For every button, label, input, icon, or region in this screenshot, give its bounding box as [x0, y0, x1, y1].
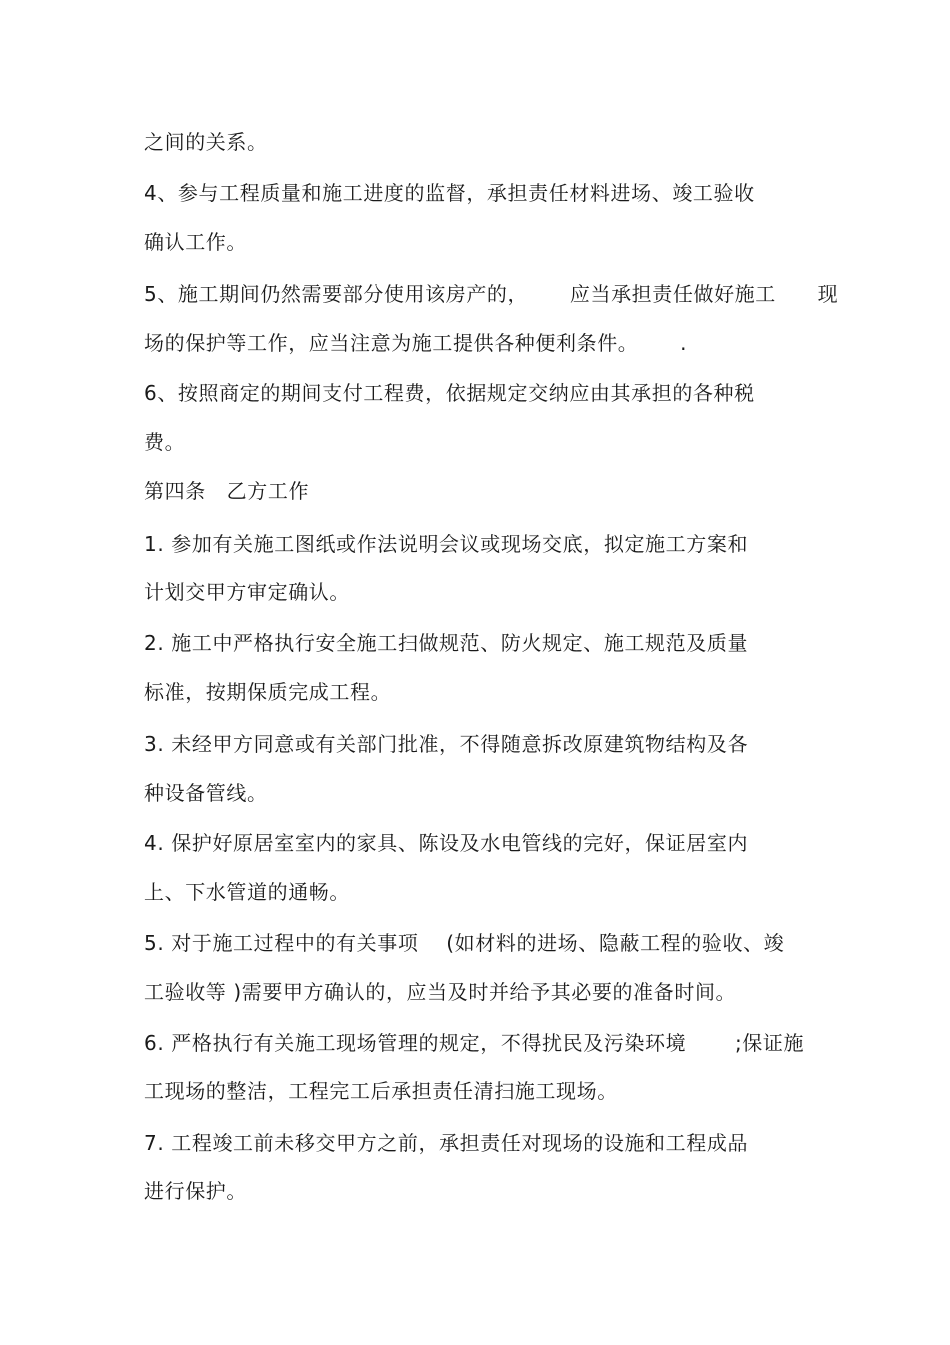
text-line: 确认工作。	[144, 230, 247, 254]
text-line: 费。	[144, 430, 186, 454]
text-line: 5、施工期间仍然需要部分使用该房产的， 应当承担责任做好施工 现	[144, 282, 839, 306]
text-line: 进行保护。	[144, 1179, 247, 1203]
text-line: 工现场的整洁，工程完工后承担责任清扫施工现场。	[144, 1079, 618, 1103]
text-line: 7. 工程竣工前未移交甲方之前，承担责任对现场的设施和工程成品	[144, 1131, 749, 1155]
text-line: 计划交甲方审定确认。	[144, 580, 350, 604]
text-line: 6、按照商定的期间支付工程费，依据规定交纳应由其承担的各种税	[144, 381, 755, 405]
text-line: 场的保护等工作，应当注意为施工提供各种便利条件。 .	[144, 331, 688, 355]
text-line: 种设备管线。	[144, 781, 268, 805]
text-line: 2. 施工中严格执行安全施工扫做规范、防火规定、施工规范及质量	[144, 631, 749, 655]
text-line: 之间的关系。	[144, 130, 268, 154]
section-heading: 第四条 乙方工作	[144, 479, 310, 503]
text-line: 5. 对于施工过程中的有关事项 (如材料的进场、隐蔽工程的验收、竣	[144, 931, 785, 955]
text-line: 1. 参加有关施工图纸或作法说明会议或现场交底，拟定施工方案和	[144, 532, 749, 556]
text-line: 上、下水管道的通畅。	[144, 880, 350, 904]
text-line: 6. 严格执行有关施工现场管理的规定，不得扰民及污染环境 ;保证施	[144, 1031, 805, 1055]
text-line: 标准，按期保质完成工程。	[144, 680, 392, 704]
text-line: 工验收等 )需要甲方确认的，应当及时并给予其必要的准备时间。	[144, 980, 737, 1004]
text-line: 4、参与工程质量和施工进度的监督，承担责任材料进场、竣工验收	[144, 181, 755, 205]
text-line: 4. 保护好原居室室内的家具、陈设及水电管线的完好，保证居室内	[144, 831, 749, 855]
text-line: 3. 未经甲方同意或有关部门批准，不得随意拆改原建筑物结构及各	[144, 732, 749, 756]
